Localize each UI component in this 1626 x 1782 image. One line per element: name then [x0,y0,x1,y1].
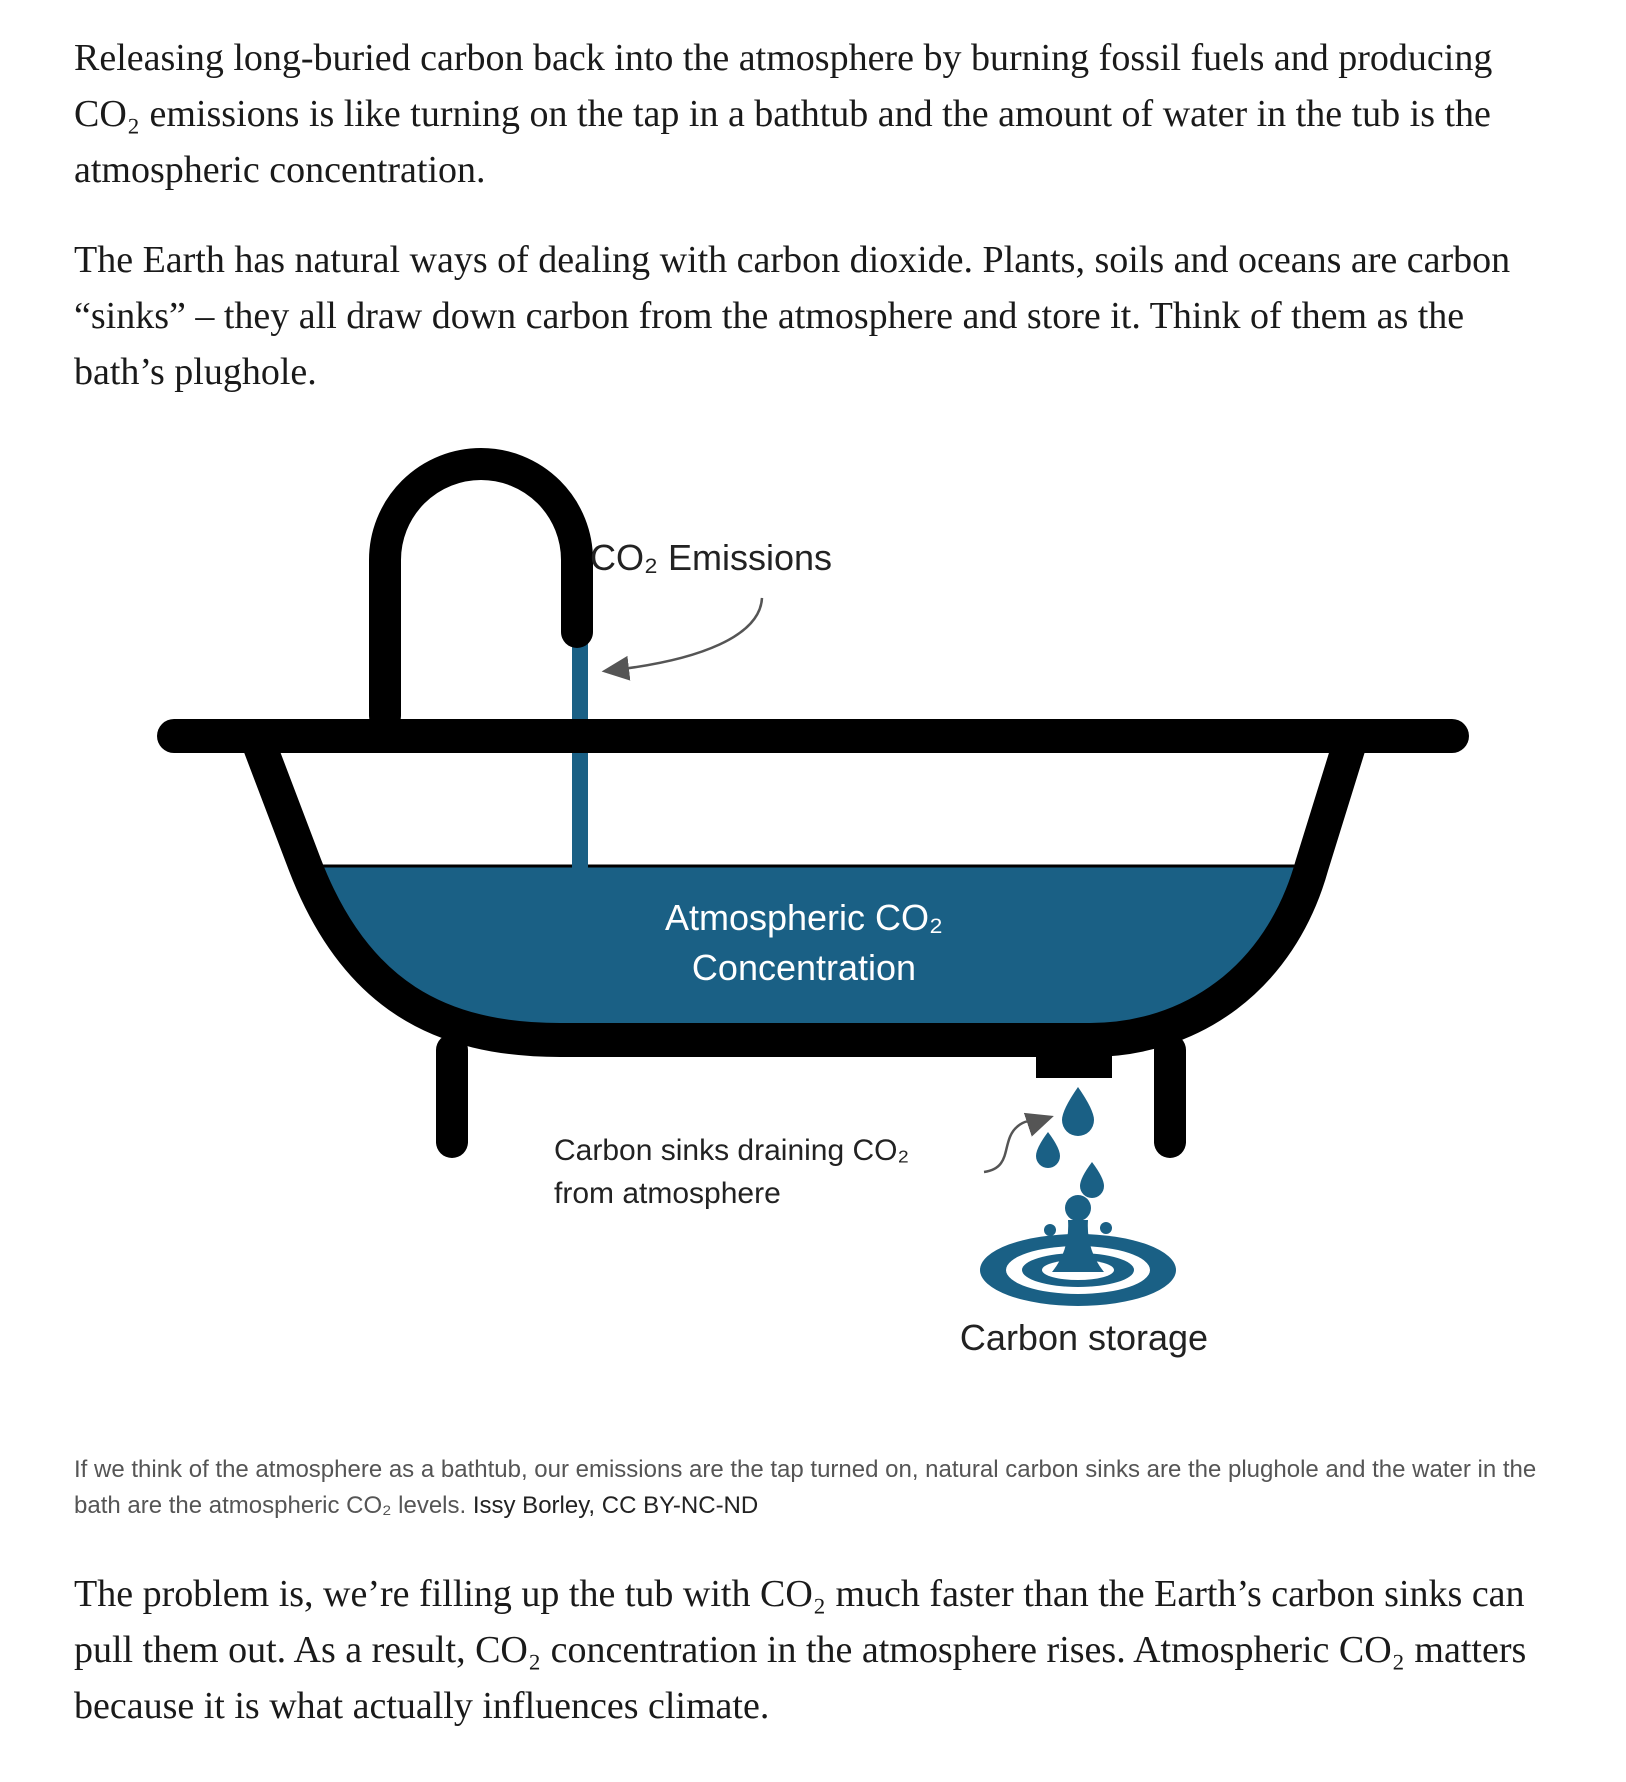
sinks-arrow [984,1120,1042,1172]
concentration-label: Concentration [691,947,917,988]
article-paragraph: The Earth has natural ways of dealing with carbon dioxide. Plants, soils and oceans are carbon “sinks” – they all draw down carbon from the atmosphere and store it. Think of them as the bath’s plughole. [74,239,1511,393]
tap-icon [385,464,577,716]
drop-icon [1080,1162,1104,1198]
sinks-label: Carbon sinks draining CO₂ [554,1134,910,1167]
emissions-arrow [614,598,762,670]
bathtub-illustration [0,420,1626,1420]
article-body [74,30,1564,400]
caption-text: If we think of the atmosphere as a bathtub, our emissions are the tap turned on, natural carbon sinks are the plughole and the water in the bath are the atmospheric CO₂ levels. [74,1456,1537,1519]
plughole [1036,1040,1112,1078]
carbon-storage-splash-icon [980,1195,1176,1306]
article-paragraph: Releasing long-buried carbon back into the atmosphere by burning fossil fuels and producing CO₂ emissions is like turning on the tap in a bathtub and the amount of water in the tub is the atmospheric concentration. [74,37,1493,191]
figure-caption [74,1452,1564,1524]
drop-icon [1062,1087,1094,1136]
concentration-label: Atmospheric CO₂ [664,897,944,938]
tap-stream [572,642,588,868]
sinks-label: from atmosphere [554,1177,781,1210]
emissions-label: CO₂ Emissions [590,537,833,578]
article-paragraph: The problem is, we’re filling up the tub with CO₂ much faster than the Earth’s carbon sinks can pull them out. As a result, CO₂ concentration in the atmosphere rises. Atmospheric CO₂ matters because it is what actually influences climate. [74,1573,1527,1727]
caption-credit[interactable]: Issy Borley, CC BY-NC-ND [472,1492,759,1519]
storage-label: Carbon storage [959,1317,1209,1358]
drop-icon [1036,1132,1060,1168]
